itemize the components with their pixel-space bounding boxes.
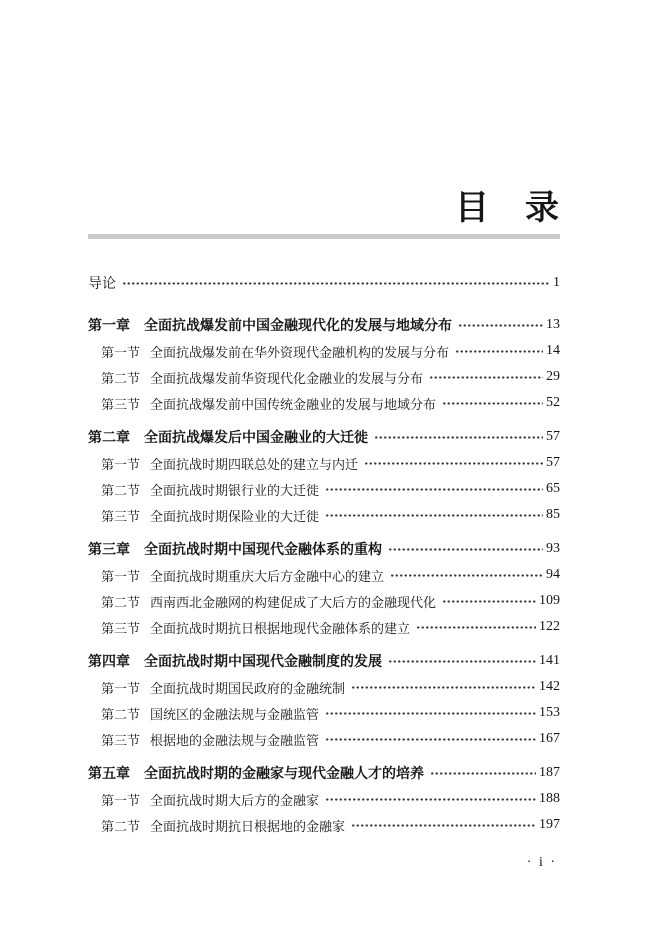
- toc-entry-label: 第五章: [88, 767, 130, 782]
- toc-entry-page: 142: [539, 679, 560, 694]
- toc-entry-title: 根据地的金融法规与金融监管: [150, 732, 320, 748]
- dot-leader: [122, 282, 550, 285]
- toc-entry-title: 全面抗战爆发前中国传统金融业的发展与地域分布: [150, 396, 437, 412]
- dot-leader: [351, 824, 536, 827]
- toc-entry-page: 65: [546, 481, 560, 496]
- toc-entry-label: 第一节: [101, 568, 141, 584]
- toc-entry-label: 第一章: [88, 319, 130, 334]
- dot-leader: [364, 462, 543, 465]
- page-number: · i ·: [526, 855, 557, 870]
- toc-list: [88, 270, 560, 838]
- toc-entry-page: 29: [546, 369, 560, 384]
- toc-entry-title: 全面抗战时期中国现代金融体系的重构: [144, 543, 382, 558]
- dot-leader: [429, 376, 543, 379]
- toc-entry: [88, 588, 560, 614]
- toc-entry-page: 122: [539, 619, 560, 634]
- toc-entry: [88, 726, 560, 752]
- toc-entry: [88, 450, 560, 476]
- toc-entry-label: 第三节: [101, 620, 141, 636]
- toc-entry-label: 第二节: [101, 482, 141, 498]
- header-rule: [88, 234, 560, 239]
- toc-entry: [88, 476, 560, 502]
- dot-leader: [325, 514, 543, 517]
- toc-entry-label: 第三节: [101, 508, 141, 524]
- toc-entry-label: 第二节: [101, 370, 141, 386]
- toc-entry-page: 13: [546, 317, 560, 332]
- dot-leader: [455, 350, 543, 353]
- toc-entry: [88, 536, 560, 562]
- toc-entry: [88, 700, 560, 726]
- toc-entry-page: 93: [546, 541, 560, 556]
- toc-entry-page: 57: [546, 429, 560, 444]
- toc-entry-title: 全面抗战时期重庆大后方金融中心的建立: [150, 568, 385, 584]
- toc-entry-label: 第二节: [101, 706, 141, 722]
- toc-entry: [88, 424, 560, 450]
- toc-entry-title: 全面抗战爆发前华资现代化金融业的发展与分布: [150, 370, 424, 386]
- toc-entry-page: 187: [539, 765, 560, 780]
- toc-entry-label: 第一节: [101, 792, 141, 808]
- toc-entry-title: 西南西北金融网的构建促成了大后方的金融现代化: [150, 594, 437, 610]
- page-title: 目 录: [455, 190, 560, 227]
- toc-entry-label: 第一节: [101, 344, 141, 360]
- toc-entry: [88, 270, 560, 296]
- toc-entry-title: 国统区的金融法规与金融监管: [150, 706, 320, 722]
- toc-entry: [88, 760, 560, 786]
- toc-entry-page: 85: [546, 507, 560, 522]
- toc-entry-page: 52: [546, 395, 560, 410]
- toc-entry: [88, 648, 560, 674]
- toc-entry-page: 94: [546, 567, 560, 582]
- dot-leader: [458, 324, 543, 327]
- toc-entry-title: 全面抗战时期的金融家与现代金融人才的培养: [144, 767, 424, 782]
- toc-entry-label: 第二节: [101, 818, 141, 834]
- page-header: [88, 190, 560, 239]
- toc-entry-label: 第一节: [101, 680, 141, 696]
- toc-entry: [88, 312, 560, 338]
- toc-entry-page: 188: [539, 791, 560, 806]
- toc-entry: [88, 502, 560, 528]
- toc-entry-page: 109: [539, 593, 560, 608]
- toc-entry: [88, 338, 560, 364]
- dot-leader: [351, 686, 536, 689]
- toc-entry-page: 197: [539, 817, 560, 832]
- toc-entry-page: 167: [539, 731, 560, 746]
- toc-entry-title: 全面抗战时期抗日根据地的金融家: [150, 818, 346, 834]
- toc-entry-label: 第二章: [88, 431, 130, 446]
- toc-entry-label: 第三节: [101, 396, 141, 412]
- toc-entry: [88, 390, 560, 416]
- toc-entry-title: 全面抗战时期大后方的金融家: [150, 792, 320, 808]
- toc-entry: [88, 812, 560, 838]
- toc-entry-page: 1: [553, 275, 560, 290]
- dot-leader: [325, 712, 536, 715]
- dot-leader: [442, 402, 543, 405]
- toc-entry-title: 导论: [88, 277, 116, 292]
- toc-entry: [88, 562, 560, 588]
- dot-leader: [325, 738, 536, 741]
- dot-leader: [325, 488, 543, 491]
- toc-entry-title: 全面抗战时期保险业的大迁徙: [150, 508, 320, 524]
- dot-leader: [416, 626, 536, 629]
- dot-leader: [390, 574, 543, 577]
- toc-entry-label: 第三节: [101, 732, 141, 748]
- toc-entry-label: 第四章: [88, 655, 130, 670]
- dot-leader: [442, 600, 536, 603]
- toc-entry-title: 全面抗战时期抗日根据地现代金融体系的建立: [150, 620, 411, 636]
- dot-leader: [388, 660, 536, 663]
- dot-leader: [374, 436, 543, 439]
- toc-entry-label: 第二节: [101, 594, 141, 610]
- toc-entry-label: 第一节: [101, 456, 141, 472]
- toc-entry-title: 全面抗战爆发前中国金融现代化的发展与地域分布: [144, 319, 452, 334]
- toc-entry-page: 141: [539, 653, 560, 668]
- toc-entry: [88, 786, 560, 812]
- toc-entry: [88, 614, 560, 640]
- toc-entry-page: 14: [546, 343, 560, 358]
- dot-leader: [430, 772, 536, 775]
- toc-entry-title: 全面抗战时期银行业的大迁徙: [150, 482, 320, 498]
- toc-entry-title: 全面抗战时期四联总处的建立与内迁: [150, 456, 359, 472]
- toc-entry-title: 全面抗战时期国民政府的金融统制: [150, 680, 346, 696]
- toc-entry: [88, 674, 560, 700]
- dot-leader: [325, 798, 536, 801]
- toc-entry-title: 全面抗战爆发后中国金融业的大迁徙: [144, 431, 368, 446]
- dot-leader: [388, 548, 543, 551]
- toc-entry-title: 全面抗战爆发前在华外资现代金融机构的发展与分布: [150, 344, 450, 360]
- toc-entry-label: 第三章: [88, 543, 130, 558]
- toc-entry-page: 153: [539, 705, 560, 720]
- toc-entry-title: 全面抗战时期中国现代金融制度的发展: [144, 655, 382, 670]
- toc-entry-page: 57: [546, 455, 560, 470]
- toc-entry: [88, 364, 560, 390]
